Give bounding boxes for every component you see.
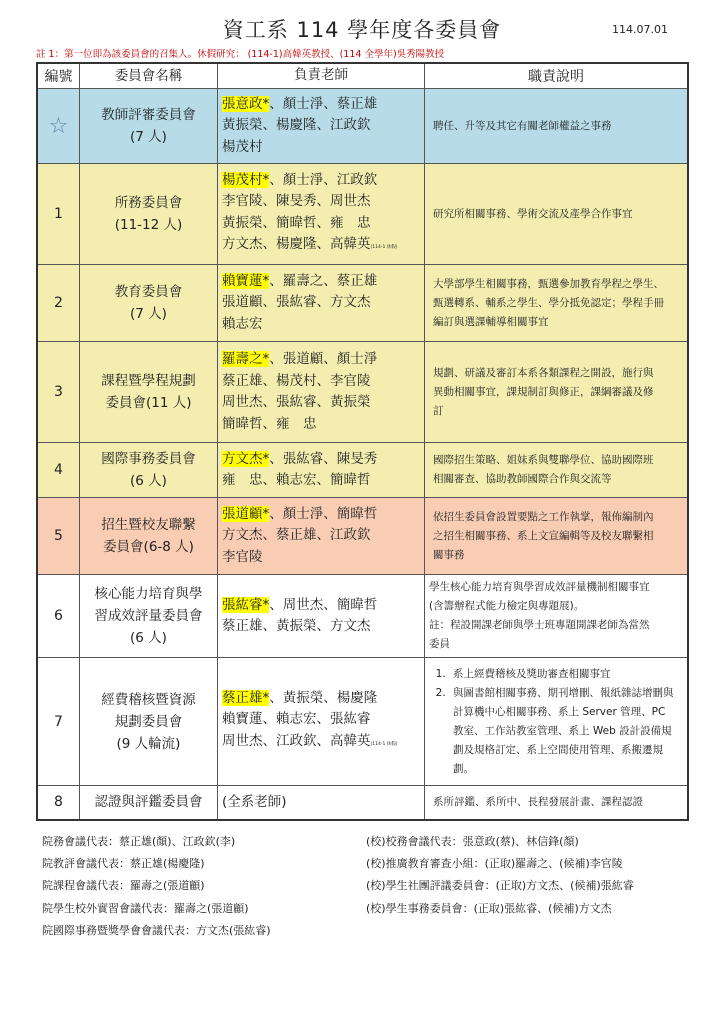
committee-size: (9 人輪流)	[116, 735, 181, 752]
committee-name: 教師評審委員會	[101, 107, 196, 123]
committee-name: 經費稽核暨資源	[101, 691, 196, 708]
duty-text: 訂	[433, 404, 444, 417]
row-number: 5	[37, 498, 80, 575]
list-item: 1. 系上經費稽核及獎助審查相關事宜	[449, 665, 679, 684]
sabbatical-note: (114-1 休假)	[370, 741, 398, 747]
convener-name: 張意政*	[222, 95, 270, 112]
duty-text: 之招生相關事務、系上文宣編輯等及校友聯繫相	[433, 529, 654, 542]
teacher-line: 李官陵、陳旻秀、周世杰	[222, 193, 371, 209]
teacher-line: 周世杰、江政欽、高韓英	[222, 732, 371, 749]
footer-left	[42, 831, 271, 942]
representative-line: (校)學生社團評議委員會：(正取)方文杰、(候補)張紘睿	[366, 879, 634, 893]
teacher-line: 賴志宏	[222, 315, 263, 332]
teacher-line: 方文杰、楊慶隆、高韓英	[222, 236, 371, 252]
committee-size: (6 人)	[130, 630, 167, 646]
committee-name: 核心能力培育與學	[94, 586, 203, 602]
representative-line: 院學生校外實習會議代表：羅壽之(張道顧)	[42, 901, 249, 915]
row-number: 4	[37, 443, 80, 498]
duty-text: 學生核心能力培育與學習成效評量機制相關事宜	[429, 581, 650, 593]
teacher-line: 方文杰、蔡正雄、江政欽	[222, 527, 371, 544]
teacher-line: 蔡正雄、楊茂村、李官陵	[222, 372, 371, 389]
duty-text: (含籌辦程式能力檢定與專題展)。	[429, 600, 585, 612]
sabbatical-note: (114-1 休假)	[370, 245, 398, 250]
row-number: 2	[37, 265, 80, 342]
duty-text: 甄選轉系、輔系之學生、學分抵免認定；學程手冊	[433, 296, 664, 309]
table-row	[37, 164, 688, 265]
teacher-line: 楊茂村	[222, 138, 263, 155]
representative-line: 院國際事務暨獎學會會議代表：方文杰(張紘睿)	[42, 923, 271, 937]
header-duties: 職責說明	[425, 63, 689, 89]
duty-text: 相關審查、協助教師國際合作與交流等	[433, 473, 612, 485]
page-title: 資工系 114 學年度各委員會	[222, 18, 502, 42]
header-number: 編號	[37, 63, 80, 89]
committee-size: (7 人)	[130, 306, 167, 322]
convener-name: 蔡正雄*	[222, 689, 270, 706]
representative-line: (校)學生事務委員會：(正取)張紘睿、(候補)方文杰	[366, 901, 612, 915]
representative-line: 院教評會議代表：蔡正雄(楊慶隆)	[42, 857, 205, 871]
table-row	[37, 658, 688, 786]
committee-name: 所務委員會	[114, 195, 183, 211]
teacher-line: 、羅壽之、蔡正雄	[269, 272, 378, 289]
convener-name: 賴寶蓮*	[222, 272, 270, 289]
star-icon: ☆	[48, 113, 69, 139]
committee-name: 認證與評鑑委員會	[94, 794, 203, 811]
table-row	[37, 575, 688, 658]
teacher-line: 周世杰、張紘睿、黃振榮	[222, 394, 371, 410]
teacher-line: 、張紘睿、陳旻秀	[269, 450, 378, 467]
row-number: 8	[37, 786, 80, 820]
representative-line: (校)校務會議代表：張意政(蔡)、林信鋒(顏)	[366, 835, 579, 848]
duty-text: 關事務	[433, 548, 465, 561]
committee-name: 委員會(11 人)	[105, 395, 192, 411]
row-number: 1	[37, 164, 80, 265]
representative-line: 院務會議代表：蔡正雄(顏)、江政欽(李)	[42, 835, 236, 848]
row-number: 7	[37, 658, 80, 786]
committee-name: 教育委員會	[114, 284, 183, 300]
teacher-line: 雍 忠、賴志宏、簡暐哲	[222, 472, 371, 488]
teacher-line: 、張道顧、顏士淨	[269, 351, 378, 367]
convener-name: 楊茂村*	[222, 171, 270, 188]
committee-name: 招生暨校友聯繫	[101, 517, 196, 533]
header-teachers: 負責老師	[218, 63, 425, 89]
convener-name: 張紘睿*	[222, 596, 270, 613]
teacher-line: 、顏士淨、江政欽	[269, 171, 378, 188]
committee-size: (11-12 人)	[114, 217, 183, 233]
teacher-line: 黃振榮、簡暐哲、雍 忠	[222, 214, 371, 231]
table-row	[37, 786, 688, 820]
duty-text: 委員	[429, 638, 450, 650]
teacher-line: 賴寶蓮、賴志宏、張紘睿	[222, 711, 371, 728]
teacher-line: 黃振榮、楊慶隆、江政欽	[222, 117, 371, 134]
committee-name: 國際事務委員會	[101, 451, 196, 467]
duty-text: 依招生委員會設置要點之工作執掌，報佈編制內	[433, 510, 654, 523]
convener-name: 方文杰*	[222, 450, 270, 467]
teacher-line: 蔡正雄、黃振榮、方文杰	[222, 618, 371, 634]
table-row	[37, 498, 688, 575]
row-number: 3	[37, 342, 80, 443]
duty-text: 規劃、研議及審訂本系各類課程之開設，施行與	[433, 366, 654, 379]
table-row	[37, 342, 688, 443]
teacher-line: (全系老師)	[222, 793, 287, 810]
committee-table	[36, 62, 689, 821]
committee-name: 習成效評量委員會	[94, 608, 203, 624]
duty-text: 註：程設開課老師與學士班專題開課老師為當然	[429, 619, 650, 631]
representative-line: (校)推廣教育審查小組：(正取)羅壽之、(候補)李官陵	[366, 857, 623, 871]
table-row	[37, 443, 688, 498]
committee-name: 課程暨學程規劃	[101, 373, 196, 389]
list-item: 2. 與圖書館相關事務、期刊增刪、報紙雜誌增刪與計算機中心相關事務、系上 Server 管理、PC 教室、工作站教室管理、系上 Web 設計設備規劃及規格訂定、系上空間使用管理、系搬遷規劃。	[449, 684, 679, 779]
committee-size: (7 人)	[130, 129, 167, 145]
footnote-note: 註 1：第一位即為該委員會的召集人。休假研究： (114-1)高韓英教授、(114 全學年)吳秀陽教授	[36, 49, 445, 60]
row-number: 6	[37, 575, 80, 658]
duty-text: 大學部學生相關事務，甄選參加教育學程之學生、	[433, 277, 664, 290]
duty-text: 系所評鑑、系所中、長程發展計畫、課程認證	[433, 795, 643, 808]
table-row	[37, 265, 688, 342]
teacher-line: 、黃振榮、楊慶隆	[269, 689, 378, 706]
representative-line: 院課程會議代表：羅壽之(張道顧)	[42, 879, 205, 893]
duty-text: 聘任、升等及其它有關老師權益之事務	[433, 119, 612, 132]
teacher-line: 、周世杰、簡暐哲	[269, 596, 378, 613]
committee-name: 委員會(6-8 人)	[103, 539, 194, 555]
convener-name: 張道顧*	[222, 505, 270, 522]
footer-right	[366, 831, 634, 920]
teacher-line: 、顏士淨、簡暐哲	[269, 505, 378, 522]
teacher-line: 張道顧、張紘睿、方文杰	[222, 294, 371, 311]
committee-name: 規劃委員會	[114, 713, 183, 730]
duty-text: 異動相關事宜，課規制訂與修正，課綱審議及修	[433, 385, 654, 398]
teacher-line: 簡暐哲、雍 忠	[222, 415, 317, 432]
duty-text: 國際招生策略、姐妹系與雙聯學位、協助國際班	[433, 454, 654, 466]
committee-size: (6 人)	[130, 473, 167, 489]
teacher-line: 、顏士淨、蔡正雄	[269, 95, 378, 112]
duty-list	[429, 665, 679, 779]
teacher-line: 李官陵	[222, 548, 263, 565]
convener-name: 羅壽之*	[222, 351, 270, 367]
table-row	[37, 89, 688, 164]
duty-text: 編訂與選課輔導相關事宜	[433, 315, 549, 328]
header-committee-name: 委員會名稱	[80, 63, 218, 89]
duty-text: 研究所相關事務、學術交流及產學合作事宜	[433, 207, 633, 220]
document-date: 114.07.01	[612, 23, 668, 36]
